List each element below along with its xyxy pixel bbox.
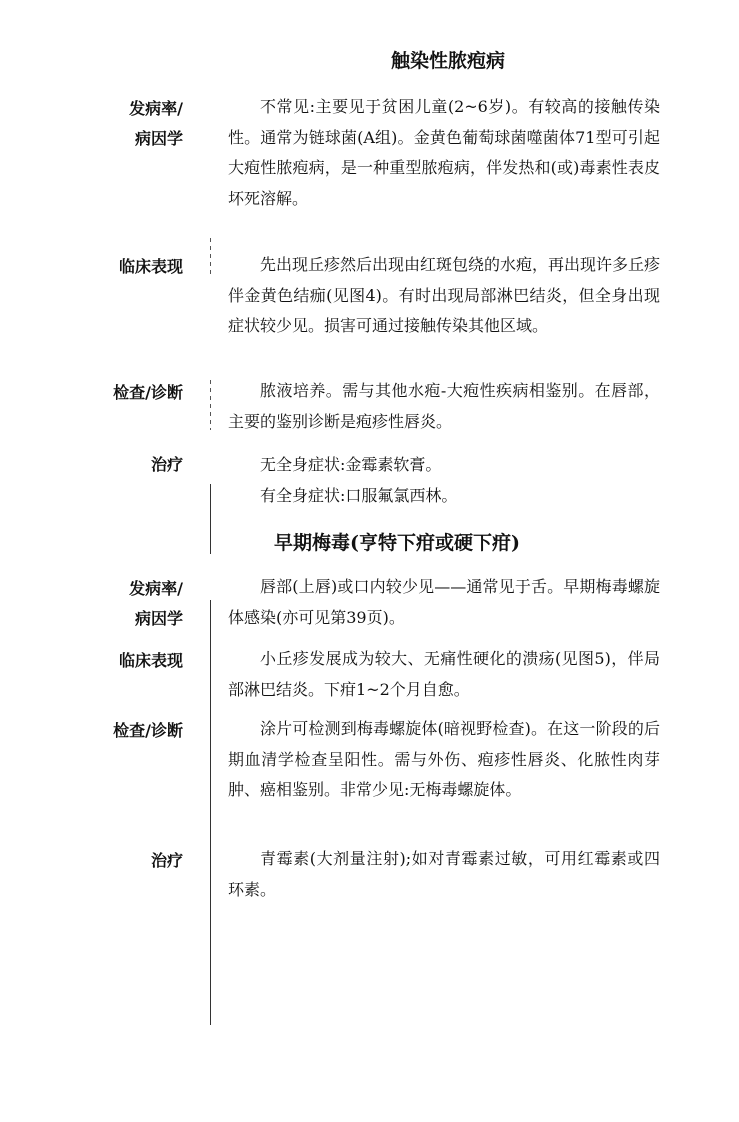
treatment-line: 无全身症状:金霉素软膏。 bbox=[260, 455, 442, 474]
clinical-label: 临床表现 bbox=[118, 651, 183, 670]
incidence-label-line: 病因学 bbox=[134, 609, 183, 628]
treatment-text bbox=[228, 450, 660, 511]
margin-rule-dashed bbox=[210, 380, 211, 430]
margin-rule bbox=[210, 600, 211, 1025]
incidence-paragraph: 不常见:主要见于贫困儿童(2~6岁)。有较高的接触传染性。通常为链球菌(A组)。金黄色葡萄球菌噬菌体71型可引起大疱性脓疱病，是一种重型脓疱病，伴发热和(或)毒素性表皮坏死溶解。 bbox=[228, 97, 660, 208]
clinical-paragraph: 先出现丘疹然后出现由红斑包绕的水疱，再出现许多丘疹伴金黄色结痂(见图4)。有时出现局部淋巴结炎，但全身出现症状较少见。损害可通过接触传染其他区域。 bbox=[228, 255, 661, 335]
diagnosis-label: 检查/诊断 bbox=[113, 383, 183, 402]
incidence-label-line: 发病率/ bbox=[129, 579, 183, 598]
incidence-text bbox=[228, 572, 660, 633]
treatment-label: 治疗 bbox=[150, 455, 183, 474]
incidence-text bbox=[228, 92, 660, 214]
diagnosis-paragraph: 涂片可检测到梅毒螺旋体(暗视野检查)。在这一阶段的后期血清学检查呈阳性。需与外伤、疱疹性唇炎、化脓性肉芽肿、癌相鉴别。非常少见:无梅毒螺旋体。 bbox=[228, 719, 660, 799]
clinical-paragraph: 小丘疹发展成为较大、无痛性硬化的溃疡(见图5)，伴局部淋巴结炎。下疳1~2个月自愈。 bbox=[228, 649, 660, 699]
incidence-label bbox=[23, 574, 183, 634]
clinical-text bbox=[228, 250, 660, 342]
diagnosis-text bbox=[228, 376, 660, 437]
margin-rule bbox=[210, 484, 211, 554]
incidence-paragraph: 唇部(上唇)或口内较少见——通常见于舌。早期梅毒螺旋体感染(亦可见第39页)。 bbox=[228, 577, 660, 627]
diagnosis-label: 检查/诊断 bbox=[113, 721, 183, 740]
margin-rule-dashed bbox=[210, 238, 211, 278]
incidence-label bbox=[23, 94, 183, 154]
diagnosis-text bbox=[228, 714, 660, 806]
treatment-line: 有全身症状:口服氟氯西林。 bbox=[260, 485, 458, 505]
section-title: 触染性脓疱病 bbox=[390, 50, 505, 72]
clinical-label: 临床表现 bbox=[118, 257, 183, 276]
diagnosis-paragraph: 脓液培养。需与其他水疱-大疱性疾病相鉴别。在唇部，主要的鉴别诊断是疱疹性唇炎。 bbox=[228, 381, 660, 431]
treatment-paragraph: 青霉素(大剂量注射);如对青霉素过敏，可用红霉素或四环素。 bbox=[228, 849, 660, 899]
incidence-label-line: 病因学 bbox=[134, 129, 183, 148]
treatment-label: 治疗 bbox=[150, 851, 183, 870]
incidence-label-line: 发病率/ bbox=[129, 99, 183, 118]
clinical-text bbox=[228, 644, 660, 705]
section-title: 早期梅毒(亨特下疳或硬下疳) bbox=[274, 532, 520, 554]
treatment-text bbox=[228, 844, 660, 905]
